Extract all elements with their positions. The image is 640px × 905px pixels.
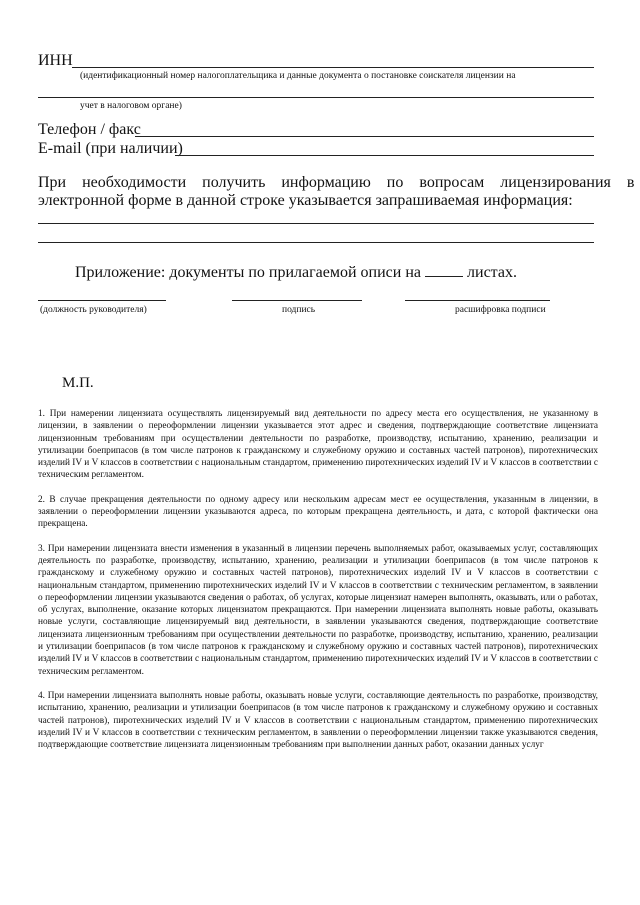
inn-field-line-2[interactable] <box>38 97 594 98</box>
note-item: 1. При намерении лицензиата осуществлять лицензируемый вид деятельности по адресу места его осуществления, не указанному в лицензии, в заявлении о переоформлении лицензии указывается этот адрес и сведения, подтверждающие соответствие лицензиата лицензионным требованиям при осуществлении деятельности по разработке, производству, испытанию, хранению, реализации и утилизации боеприпасов (в том числе патронов к гражданскому и служебному оружию и составных частей патронов), пиротехнических изделий IV и V классов в соответствии с национальным стандартом, применению пиротехнических изделий IV и V классов в соответствии с техническим регламентом. <box>38 409 598 481</box>
inn-caption-line1: (идентификационный номер налогоплательщика и данные документа о постановке соискателя лицензии на <box>80 71 516 81</box>
inn-label: ИНН <box>38 52 73 69</box>
electronic-info-field-line-2[interactable] <box>38 242 594 243</box>
email-field-line[interactable] <box>175 155 594 156</box>
electronic-info-text-line1: При необходимости получить информацию по вопросам лицензирования в <box>38 174 635 191</box>
stamp-label: М.П. <box>62 375 94 391</box>
signature-line[interactable] <box>232 300 362 301</box>
attachment-sheets-label: листах. <box>467 264 517 281</box>
electronic-info-field-line-1[interactable] <box>38 223 594 224</box>
decoding-caption: расшифровка подписи <box>455 305 546 315</box>
phone-label: Телефон / факс <box>38 121 141 138</box>
note-item: 3. При намерении лицензиата внести изменения в указанный в лицензии перечень выполняемых работ, оказываемых услуг, составляющих деятельность по разработке, производству, испытанию, хранению, реализации и утилизации боеприпасов (в том числе патронов к гражданскому и служебному оружию и составных частей патронов), пиротехнических изделий IV и V классов в соответствии с национальным стандартом, применению пиротехнических изделий IV и V классов в соответствии с техническим регламентом, в заявлении о переоформлении лицензии указываются сведения о работах, об услугах, которые лицензиат намерен выполнять, оказывать, или о работах, об услугах, выполнение, оказание которых лицензиатом прекращаются. При намерении лицензиата выполнять новые работы, оказывать новые услуги, составляющие лицензируемый вид деятельности, в заявлении указываются сведения, подтверждающие соответствие лицензиата лицензионным требованиям при осуществлении деятельности по разработке, производству, испытанию, хранению, реализации и утилизации боеприпасов (в том числе патронов к гражданскому и служебному оружию и составных частей патронов), пиротехнических изделий IV и V классов в соответствии с национальным стандартом, применению пиротехнических изделий IV и V классов в соответствии с техническим регламентом. <box>38 543 598 677</box>
attachment-text: Приложение: документы по прилагаемой описи на <box>75 264 422 281</box>
electronic-info-text-line2: электронной форме в данной строке указывается запрашиваемая информация: <box>38 192 573 209</box>
note-item: 2. В случае прекращения деятельности по одному адресу или нескольким адресам мест ее осуществления, указанным в лицензии, в заявлении о переоформлении лицензии указываются адреса, по которым прекращена деятельность, и дата, с которой фактически она прекращена. <box>38 494 598 530</box>
signature-caption: подпись <box>282 305 316 315</box>
email-label: E-mail (при наличии) <box>38 140 183 157</box>
position-caption: (должность руководителя) <box>40 305 147 315</box>
phone-field-line[interactable] <box>135 136 594 137</box>
inn-caption-line2: учет в налоговом органе) <box>80 101 182 111</box>
position-line[interactable] <box>38 300 166 301</box>
attachment-sheets-field[interactable] <box>425 262 463 277</box>
notes-section <box>38 408 598 763</box>
decoding-line[interactable] <box>405 300 550 301</box>
inn-field-line[interactable] <box>72 67 594 68</box>
attachment-row <box>75 262 517 282</box>
note-item: 4. При намерении лицензиата выполнять новые работы, оказывать новые услуги, составляющие деятельность по разработке, производству, испытанию, хранению, реализации и утилизации боеприпасов (в том числе патронов к гражданскому и служебному оружию и составных частей патронов), пиротехнических изделий IV и V классов в соответствии с национальным стандартом, применению пиротехнических изделий IV и V классов в соответствии с техническим регламентом, в заявлении о переоформлении лицензии также указываются сведения, подтверждающие соответствие лицензиата лицензионным требованиям при выполнении данных работ, оказании данных услуг <box>38 690 598 751</box>
